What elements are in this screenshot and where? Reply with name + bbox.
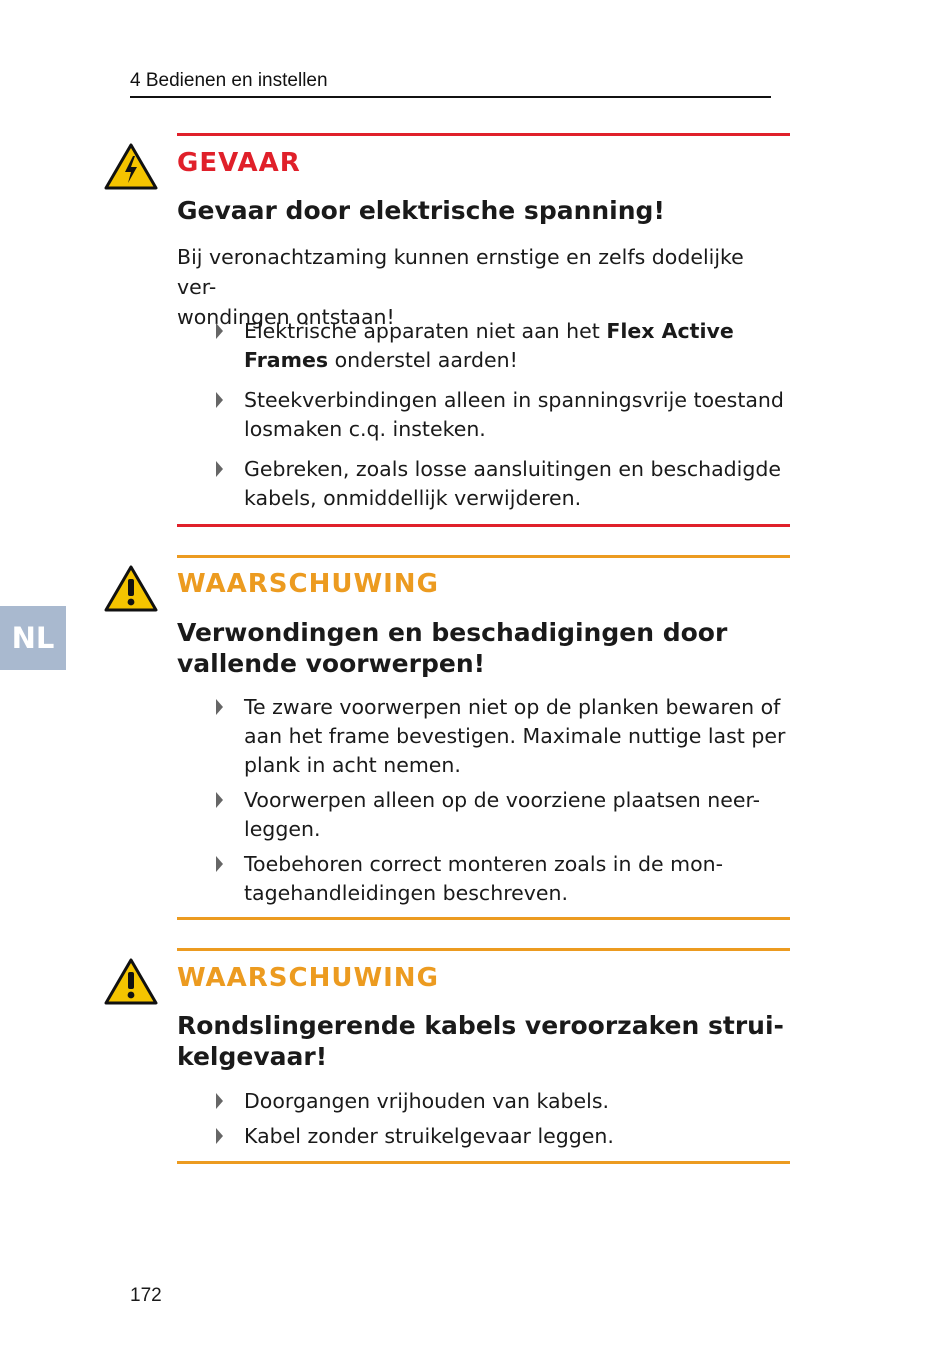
bullet-line: Voorwerpen alleen op de voorziene plaatsen neer- [244, 788, 761, 812]
bullet-line: tagehandleidingen beschreven. [244, 881, 569, 905]
bullet-line [244, 317, 786, 346]
bullet-triangle-icon [216, 461, 223, 477]
list-item [214, 1087, 786, 1116]
danger-signal-word: GEVAAR [177, 148, 301, 178]
bullet-line: Doorgangen vrijhouden van kabels. [244, 1089, 610, 1113]
danger-top-rule [177, 133, 790, 136]
bullet-triangle-icon [216, 856, 223, 872]
warning2-bullet-list [214, 1087, 786, 1151]
running-header: 4 Bedienen en instellen [130, 70, 328, 91]
warning1-title-line: Verwondingen en beschadigingen door [177, 618, 728, 647]
list-item [214, 455, 786, 513]
bullet-line: aan het frame bevestigen. Maximale nuttige last per [244, 724, 786, 748]
bullet-line: Te zware voorwerpen niet op de planken bewaren of [244, 695, 781, 719]
warning1-bullet-list [214, 693, 786, 908]
danger-bullet-list [214, 317, 786, 513]
danger-bottom-rule [177, 524, 790, 527]
list-item [214, 386, 786, 444]
bullet-line: losmaken c.q. insteken. [244, 417, 486, 441]
bullet-line: plank in acht nemen. [244, 753, 461, 777]
list-item [214, 693, 786, 780]
bullet-triangle-icon [216, 1093, 223, 1109]
danger-title: Gevaar door elektrische spanning! [177, 196, 665, 225]
bullet-triangle-icon [216, 699, 223, 715]
danger-intro-line: Bij veronachtzaming kunnen ernstige en zelfs dodelijke ver- [177, 245, 744, 299]
warning1-signal-word: WAARSCHUWING [177, 569, 439, 599]
bullet-line: Steekverbindingen alleen in spanningsvrije toestand [244, 388, 784, 412]
warning2-title-line: kelgevaar! [177, 1042, 328, 1071]
bullet-triangle-icon [216, 323, 223, 339]
warning2-title-line: Rondslingerende kabels veroorzaken strui- [177, 1011, 784, 1040]
list-item [214, 850, 786, 908]
bullet-line [244, 346, 786, 375]
warning1-title [177, 617, 790, 679]
bullet-triangle-icon [216, 792, 223, 808]
bullet-text: onderstel aarden! [328, 348, 518, 372]
warning1-bottom-rule [177, 917, 790, 920]
bullet-text: Elektrische apparaten niet aan het [244, 319, 607, 343]
header-rule [130, 96, 771, 98]
product-name: Frames [244, 348, 329, 372]
bullet-line: leggen. [244, 817, 321, 841]
warning-exclamation-icon [104, 564, 158, 612]
list-item [214, 317, 786, 375]
warning-exclamation-icon [104, 957, 158, 1005]
product-name: Flex Active [606, 319, 734, 343]
warning1-title-line: vallende voorwerpen! [177, 649, 486, 678]
warning2-title [177, 1010, 790, 1072]
list-item [214, 1122, 786, 1151]
bullet-line: kabels, onmiddellijk verwijderen. [244, 486, 582, 510]
bullet-line: Toebehoren correct monteren zoals in de mon- [244, 852, 724, 876]
danger-intro-line: wondingen ontstaan! [177, 305, 395, 329]
warning2-top-rule [177, 948, 790, 951]
bullet-line: Gebreken, zoals losse aansluitingen en beschadigde [244, 457, 782, 481]
warning2-bottom-rule [177, 1161, 790, 1164]
language-tab: NL [0, 606, 66, 670]
bullet-triangle-icon [216, 392, 223, 408]
warning1-top-rule [177, 555, 790, 558]
list-item [214, 786, 786, 844]
bullet-line: Kabel zonder struikelgevaar leggen. [244, 1124, 614, 1148]
warning2-signal-word: WAARSCHUWING [177, 963, 439, 993]
page-number: 172 [130, 1285, 162, 1306]
bullet-triangle-icon [216, 1128, 223, 1144]
electric-hazard-icon [104, 142, 158, 190]
